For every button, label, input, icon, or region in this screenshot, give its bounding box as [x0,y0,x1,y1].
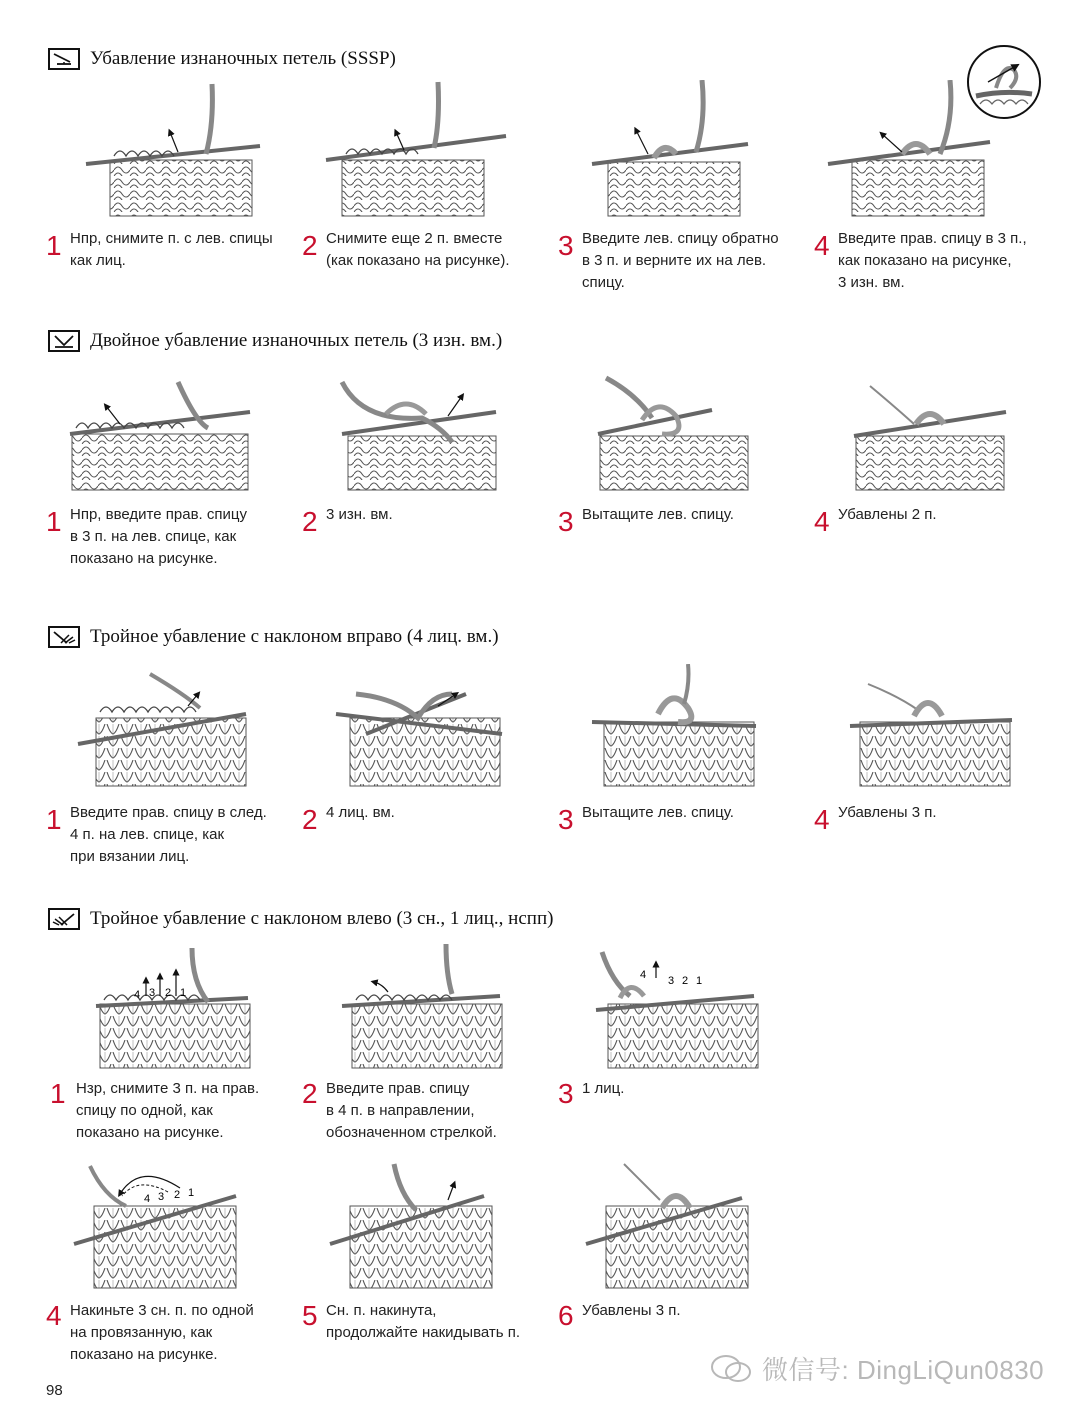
step-number: 2 [302,804,318,835]
watermark [710,1350,1044,1387]
step-1-1 [46,80,300,330]
step-text: Введите прав. спицу в 3 п., как показано на рисунке, 3 изн. вм. [838,230,1027,291]
purl-swatch-illustration [306,372,536,502]
stitch-label: 1 [188,1187,195,1199]
step-4-5 [302,1160,556,1410]
purl-swatch-illustration [562,80,792,220]
step-number: 1 [46,230,62,261]
stitch-label: 2 [165,987,172,999]
stitch-label: 3 [668,975,675,987]
step-number: 3 [558,804,574,835]
step-text: Вытащите лев. спицу. [582,804,734,821]
step-1-3 [558,80,812,330]
step-number: 3 [558,230,574,261]
step-number: 6 [558,1300,574,1331]
step-number: 3 [558,506,574,537]
knit-swatch-illustration [306,1160,536,1290]
step-number: 4 [814,230,830,261]
knit-swatch-illustration [56,944,286,1074]
step-text: Накиньте 3 сн. п. по одной на провязанную, как показано на рисунке. [70,1302,254,1363]
stitch-label: 2 [174,1189,181,1201]
purl-swatch-illustration [306,80,536,220]
stitch-label: 4 [144,1193,151,1205]
knit-swatch-illustration [50,664,280,794]
step-2-4 [814,372,1068,622]
section-title: Тройное убавление с наклоном влево (3 сн., 1 лиц., нспп) [90,908,554,929]
step-number: 1 [46,506,62,537]
step-number: 5 [302,1300,318,1331]
knit-swatch-illustration [50,1160,280,1290]
section-title: Двойное убавление изнаночных петель (3 изн. вм.) [90,330,503,351]
section-title: Тройное убавление с наклоном вправо (4 лиц. вм.) [90,626,499,647]
step-text: Убавлены 3 п. [582,1302,681,1319]
purl-swatch-illustration [50,372,280,502]
step-number: 4 [814,506,830,537]
purl-swatch-illustration [562,372,792,502]
step-3-1 [46,664,300,914]
step-text: Снимите еще 2 п. вместе (как показано на рисунке). [326,230,510,269]
stitch-label: 4 [640,969,647,981]
step-text: Введите лев. спицу обратно в 3 п. и верните их на лев. спицу. [582,230,779,291]
stitch-label: 2 [682,975,689,987]
step-4-1 [50,944,306,1194]
step-text: Нзр, снимите 3 п. на прав. спицу по одной, как показано на рисунке. [76,1080,260,1141]
step-number: 2 [302,506,318,537]
watermark-text: 微信号: DingLiQun0830 [762,1355,1045,1385]
knit-swatch-illustration [562,1160,792,1290]
purl-swatch-illustration [818,372,1048,502]
knit-swatch-illustration [562,944,792,1074]
purl-swatch-illustration [50,80,280,220]
stitch-label: 3 [158,1191,165,1203]
step-number: 3 [558,1078,574,1109]
step-text: Нпр, снимите п. с лев. спицы как лиц. [70,230,273,269]
step-text: Введите прав. спицу в 4 п. в направлении, обозначенном стрелкой. [326,1080,497,1141]
step-text: Убавлены 3 п. [838,804,937,821]
triple-left-decrease-symbol-icon [48,908,80,930]
double-purl-decrease-symbol-icon [48,330,80,352]
page-number: 98 [46,1382,63,1399]
knit-swatch-illustration [562,664,792,794]
step-2-1 [46,372,300,622]
step-text: 1 лиц. [582,1080,625,1097]
step-number: 1 [50,1078,66,1109]
purl-swatch-illustration [818,80,1048,220]
stitch-label: 3 [149,987,156,999]
step-number: 2 [302,230,318,261]
step-2-2 [302,372,556,622]
step-text: 3 изн. вм. [326,506,393,523]
step-number: 4 [814,804,830,835]
knit-swatch-illustration [306,944,536,1074]
step-4-3 [558,944,812,1194]
step-text: 4 лиц. вм. [326,804,395,821]
step-3-2 [302,664,556,914]
purl-decrease-symbol-icon [48,48,80,70]
knit-swatch-illustration [818,664,1048,794]
step-4-2 [302,944,556,1194]
step-text: Убавлены 2 п. [838,506,937,523]
stitch-label: 1 [180,987,187,999]
triple-right-decrease-symbol-icon [48,626,80,648]
step-2-3 [558,372,812,622]
step-text: Сн. п. накинута, продолжайте накидывать п. [326,1302,521,1341]
step-1-4 [814,80,1068,330]
knit-swatch-illustration [306,664,536,794]
step-3-3 [558,664,812,914]
wechat-icon [710,1354,754,1384]
step-number: 4 [46,1300,62,1331]
step-1-2 [302,80,556,330]
section-title: Убавление изнаночных петель (SSSP) [90,48,396,69]
step-number: 2 [302,1078,318,1109]
step-text: Вытащите лев. спицу. [582,506,734,523]
step-number: 1 [46,804,62,835]
step-text: Нпр, введите прав. спицу в 3 п. на лев. спице, как показано на рисунке. [70,506,247,567]
step-4-4 [46,1160,300,1410]
step-text: Введите прав. спицу в след. 4 п. на лев. спице, как при вязании лиц. [70,804,267,865]
stitch-label: 4 [134,989,141,1001]
step-3-4 [814,664,1068,914]
stitch-label: 1 [696,975,703,987]
